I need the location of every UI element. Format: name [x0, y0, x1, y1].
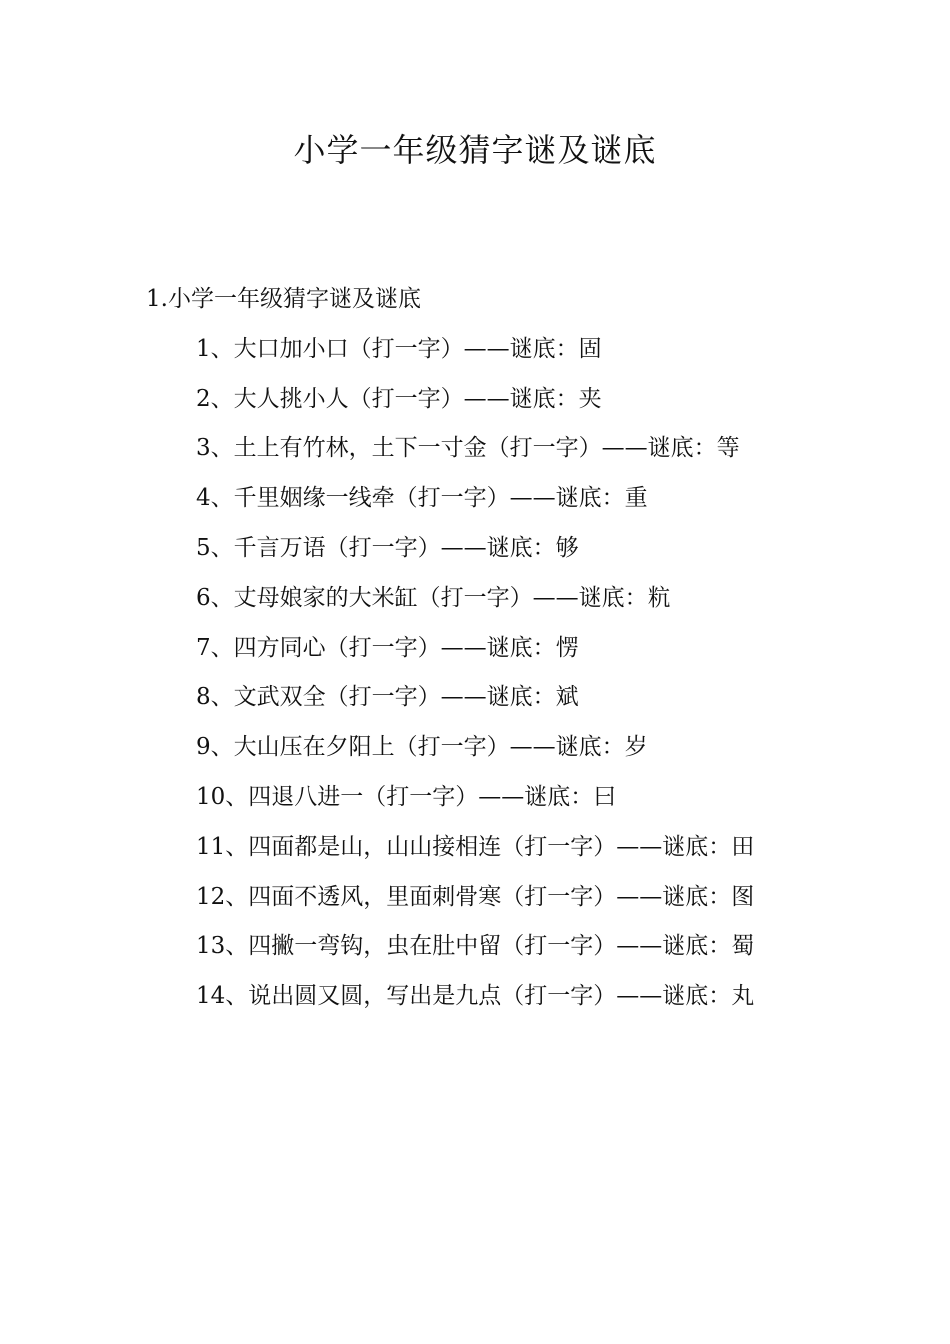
- riddle-item-4: 4、千里姻缘一线牵（打一字）——谜底：重: [196, 485, 648, 512]
- document-body: [146, 275, 806, 1022]
- riddle-item-3: 3、土上有竹林，土下一寸金（打一字）——谜底：等: [196, 435, 740, 462]
- riddle-item-5: 5、千言万语（打一字）——谜底：够: [196, 534, 579, 561]
- section-heading: 1.小学一年级猜字谜及谜底: [146, 286, 421, 312]
- riddle-item-6: 6、丈母娘家的大米缸（打一字）——谜底：粇: [196, 584, 671, 611]
- riddle-item-7: 7、四方同心（打一字）——谜底：愣: [196, 634, 579, 661]
- riddle-item-14: 14、说出圆又圆，写出是九点（打一字）——谜底：丸: [196, 983, 755, 1010]
- riddle-item-12: 12、四面不透风，里面刺骨寒（打一字）——谜底：图: [196, 883, 755, 910]
- riddle-item-8: 8、文武双全（打一字）——谜底：斌: [196, 684, 579, 711]
- riddle-item-13: 13、四撇一弯钩，虫在肚中留（打一字）——谜底：蜀: [196, 933, 755, 960]
- riddle-list: [146, 325, 806, 1022]
- riddle-item-11: 11、四面都是山，山山接相连（打一字）——谜底：田: [196, 833, 755, 860]
- riddle-item-2: 2、大人挑小人（打一字）——谜底：夹: [196, 385, 602, 412]
- riddle-item-1: 1、大口加小口（打一字）——谜底：固: [196, 335, 602, 362]
- riddle-item-10: 10、四退八进一（打一字）——谜底：曰: [196, 783, 617, 810]
- riddle-item-9: 9、大山压在夕阳上（打一字）——谜底：岁: [196, 734, 648, 761]
- document-title: 小学一年级猜字谜及谜底: [293, 131, 657, 169]
